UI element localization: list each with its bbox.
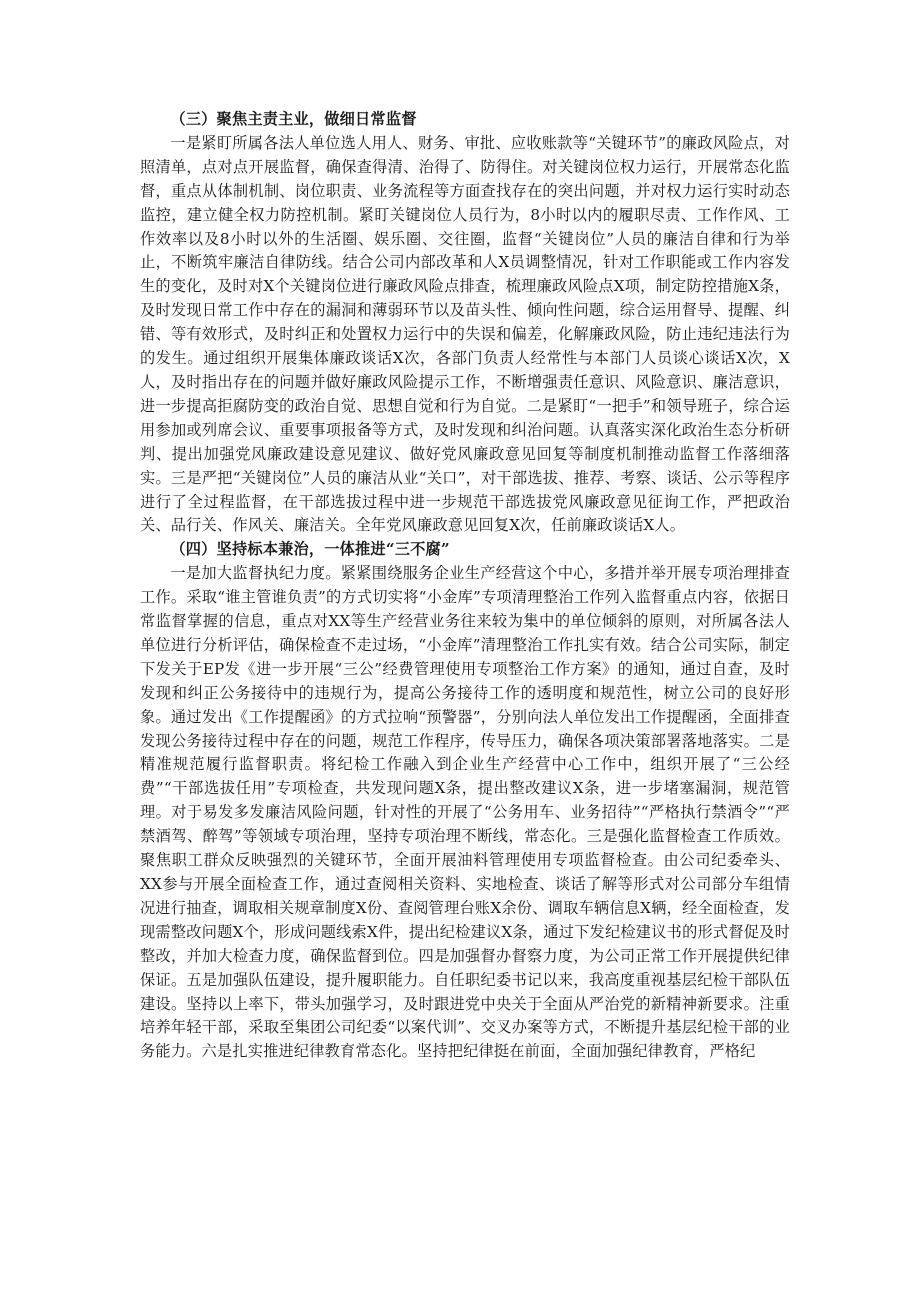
- section-heading-3: （三）聚焦主责主业，做细日常监督: [170, 110, 417, 128]
- section-heading-4: （四）坚持标本兼治，一体推进“三不腐”: [170, 540, 450, 559]
- document-body: [140, 108, 790, 1064]
- section-paragraph-3: 一是紧盯所属各法人单位选人用人、财务、审批、应收账款等“关键环节”的廉政风险点，对照清单，点对点开展监督，确保查得清、治得了、防得住。对关键岗位权力运行，开展常态化监督，重点从体制机制、岗位职责、业务流程等方面查找存在的突出问题，并对权力运行实时动态监控，建立健全权力防控机制。紧盯关键岗位人员行为，8小时以内的履职尽责、工作作风、工作效率以及8小时以外的生活圈、娱乐圈、交往圈，监督“关键岗位”人员的廉洁自律和行为举止，不断筑牢廉洁自律防线。结合公司内部改革和人X员调整情况，针对工作职能或工作内容发生的变化，及时对X个关键岗位进行廉政风险点排查，梳理廉政风险点X项，制定防控措施X条，及时发现日常工作中存在的漏洞和薄弱环节以及苗头性、倾向性问题，综合运用督导、提醒、纠错、等有效形式，及时纠正和处置权力运行中的失误和偏差，化解廉政风险，防止违纪违法行为的发生。通过组织开展集体廉政谈话X次，各部门负责人经常性与本部门人员谈心谈话X次，X人，及时指出存在的问题并做好廉政风险提示工作，不断增强责任意识、风险意识、廉洁意识，进一步提高拒腐防变的政治自觉、思想自觉和行为自觉。二是紧盯“一把手”和领导班子，综合运用参加或列席会议、重要事项报备等方式，及时发现和纠治问题。认真落实深化政治生态分析研判、提出加强党风廉政建设意见建议、做好党风廉政意见回复等制度机制推动监督工作落细落实。三是严把“关键岗位”人员的廉洁从业“关口”，对干部选拔、推荐、考察、谈话、公示等程序进行了全过程监督，在干部选拔过程中进一步规范干部选拔党风廉政意见征询工作，严把政治关、品行关、作风关、廉洁关。全年党风廉政意见回复X次，任前廉政谈话X人。: [140, 133, 790, 535]
- section-paragraph-4: 一是加大监督执纪力度。紧紧围绕服务企业生产经营这个中心，多措并举开展专项治理排查工作。采取“谁主管谁负责”的方式切实将“小金库”专项清理整治工作列入监督重点内容，依据日常监督掌握的信息，重点对XX等生产经营业务往来较为集中的单位倾斜的原则，对所属各法人单位进行分析评估，确保检查不走过场，“小金库”清理整治工作扎实有效。结合公司实际，制定下发关于EP发《进一步开展“三公”经费管理使用专项整治工作方案》的通知，通过自查，及时发现和纠正公务接待中的违规行为，提高公务接待工作的透明度和规范性，树立公司的良好形象。通过发出《工作提醒函》的方式拉响“预警器”，分别向法人单位发出工作提醒函，全面排查发现公务接待过程中存在的问题，规范工作程序，传导压力，确保各项决策部署落地落实。二是精准规范履行监督职责。将纪检工作融入到企业生产经营中心工作中，组织开展了“三公经费”“干部选拔任用”专项检查，共发现问题X条，提出整改建议X条，进一步堵塞漏洞，规范管理。对于易发多发廉洁风险问题，针对性的开展了“公务用车、业务招待”“严格执行禁酒令”“严禁酒驾、醉驾”等领域专项治理，坚持专项治理不断线，常态化。三是强化监督检查工作质效。聚焦职工群众反映强烈的关键环节，全面开展油料管理使用专项监督检查。由公司纪委牵头、XX参与开展全面检查工作，通过查阅相关资料、实地检查、谈话了解等形式对公司部分车组情况进行抽查，调取相关规章制度X份、查阅管理台账X余份、调取车辆信息X辆，经全面检查，发现需整改问题X个，形成问题线索X件，提出纪检建议X条，通过下发纪检建议书的形式督促及时整改，并加大检查力度，确保监督到位。四是加强督办督察力度，为公司正常工作开展提供纪律保证。五是加强队伍建设，提升履职能力。自任职纪委书记以来，我高度重视基层纪检干部队伍建设。坚持以上率下，带头加强学习，及时跟进党中央关于全面从严治党的新精神新要求。注重培养年轻干部，采取至集团公司纪委“以案代训”、交叉办案等方式，不断提升基层纪检干部的业务能力。六是扎实推进纪律教育常态化。坚持把纪律挺在前面，全面加强纪律教育，严格纪: [140, 564, 790, 1061]
